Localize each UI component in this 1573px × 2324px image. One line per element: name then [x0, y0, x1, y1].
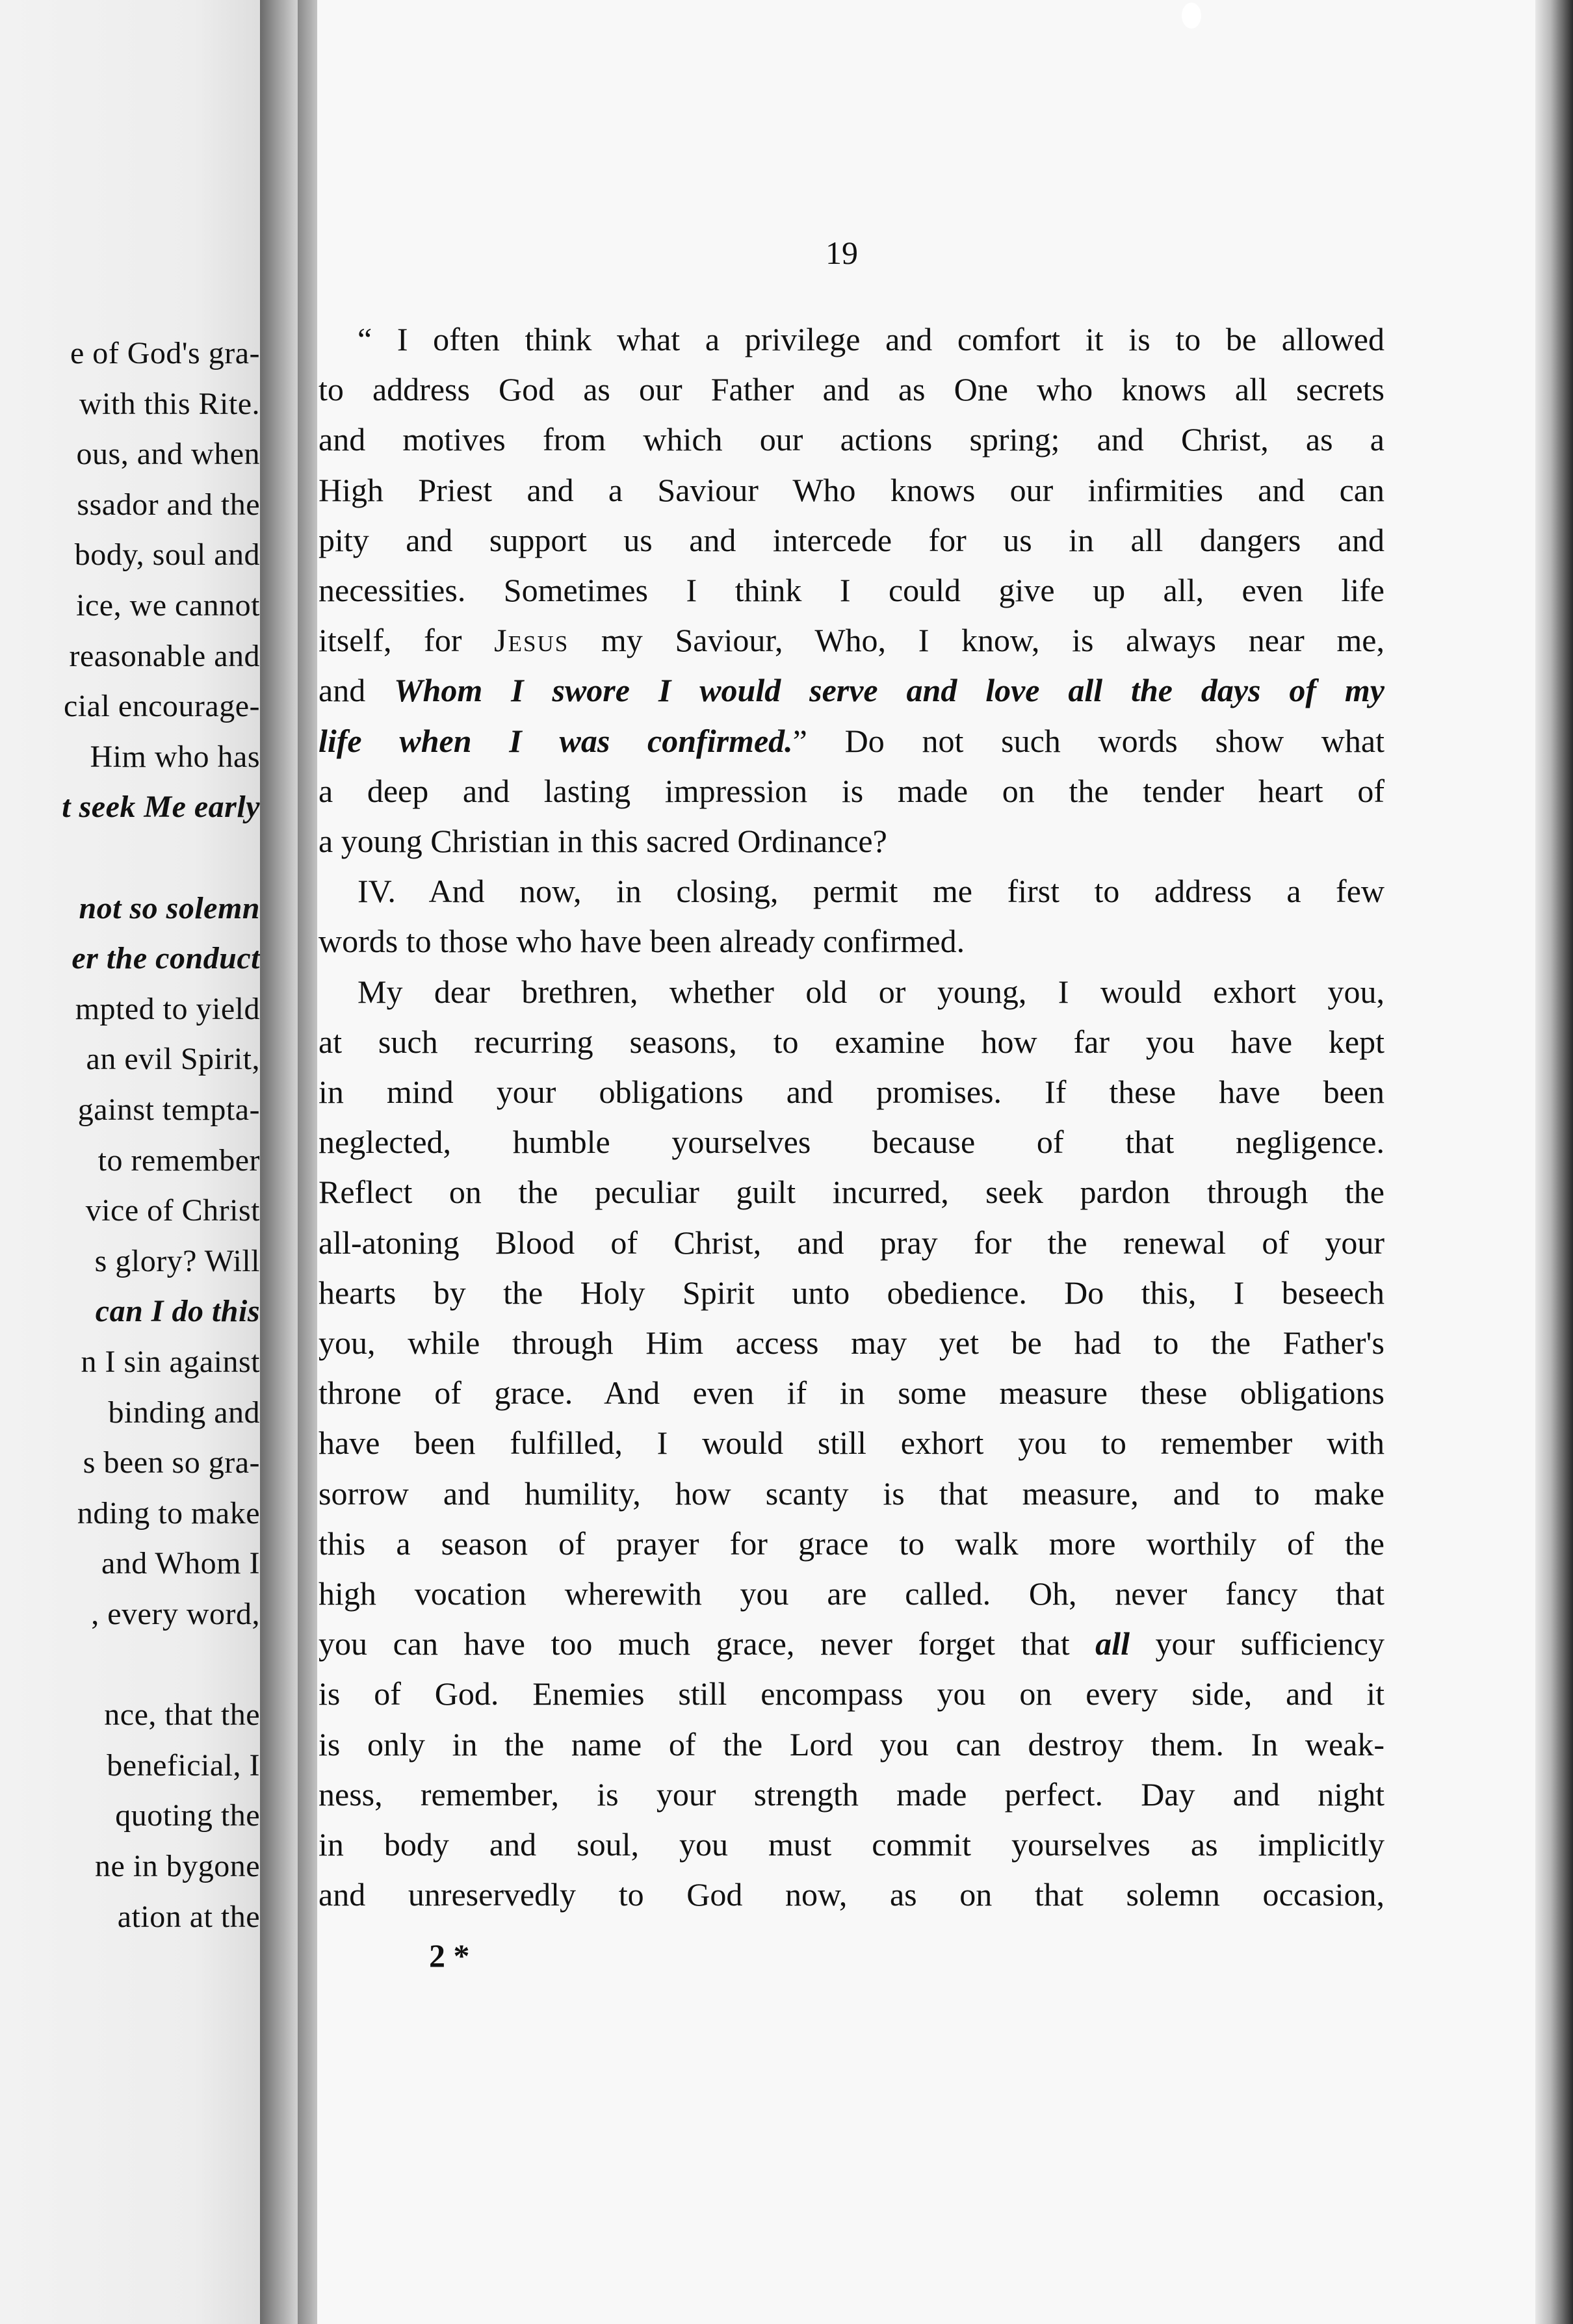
text-line: [318, 721, 1384, 760]
left-page-line: an evil Spirit,: [86, 1042, 260, 1077]
text-segment: you can have too much grace, never forget that: [318, 1625, 1096, 1662]
scan-speck: [1182, 3, 1201, 29]
left-page-line: t seek Me early: [62, 790, 260, 825]
text-segment: ” Do not such words show what: [792, 722, 1384, 759]
text-segment: a young Christian in this sacred Ordinance?: [318, 823, 887, 859]
left-page: [0, 0, 278, 2324]
text-line: [318, 1474, 1384, 1513]
text-segment: My dear brethren, whether old or young, I would exhort you,: [358, 973, 1384, 1010]
page-number: 19: [826, 235, 858, 271]
right-page-edge: [1535, 0, 1573, 2324]
text-line: [318, 1223, 1384, 1262]
text-line: [318, 521, 1384, 560]
left-page-line: quoting the: [115, 1798, 260, 1833]
text-segment: have been fulfilled, I would still exhort you to remember with: [318, 1425, 1384, 1462]
small-caps-text: Jesus: [494, 622, 569, 659]
left-page-line: gainst tempta-: [77, 1092, 260, 1127]
left-page-line: vice of Christ: [85, 1193, 260, 1228]
signature-mark: 2 *: [429, 1937, 470, 1974]
left-page-line: nce, that the: [104, 1698, 260, 1733]
left-page-line: Him who has: [90, 739, 260, 774]
left-page-line: mpted to yield: [75, 991, 260, 1026]
text-segment: “ I often think what a privilege and comfort it is to be allowed: [358, 321, 1384, 357]
text-line: [358, 972, 1384, 1011]
left-page-line: reasonable and: [69, 638, 260, 673]
text-segment: necessities. Sometimes I think I could give up all, even life: [318, 572, 1384, 608]
left-page-line: ssador and the: [77, 487, 260, 522]
left-page-line: to remember: [98, 1143, 260, 1178]
left-page-line: s been so gra-: [83, 1445, 260, 1480]
left-page-line: binding and: [108, 1395, 260, 1430]
italic-text: Whom I swore I would serve and love all the days of my: [394, 672, 1384, 709]
italic-text: life when I was confirmed.: [318, 722, 793, 759]
text-line: [318, 1624, 1384, 1663]
text-segment: throne of grace. And even if in some measure these obligations: [318, 1375, 1384, 1412]
left-page-line: cial encourage-: [64, 689, 260, 724]
text-segment: high vocation wherewith you are called. Oh, never fancy that: [318, 1575, 1384, 1612]
text-line: [358, 320, 1384, 359]
text-segment: at such recurring seasons, to examine how far you have kept: [318, 1023, 1384, 1060]
text-segment: all-atoning Blood of Christ, and pray for the renewal of your: [318, 1224, 1384, 1261]
text-segment: is of God. Enemies still encompass you on every side, and it: [318, 1675, 1384, 1712]
text-line: [318, 1273, 1384, 1312]
left-page-line: s glory? Will: [94, 1243, 260, 1278]
left-page-line: body, soul and: [74, 537, 260, 573]
text-line: [318, 1423, 1384, 1462]
text-line: [318, 1674, 1384, 1713]
text-segment: ness, remember, is your strength made perfect. Day and night: [318, 1775, 1384, 1813]
text-line: [318, 1172, 1384, 1211]
italic-text: all: [1095, 1625, 1130, 1662]
text-line: [318, 1875, 1384, 1914]
text-line: [318, 1725, 1384, 1764]
text-line: [318, 771, 1384, 810]
text-line: [318, 1122, 1384, 1161]
text-segment: Reflect on the peculiar guilt incurred, seek pardon through the: [318, 1174, 1384, 1211]
left-page-line: not so solemn: [79, 890, 260, 925]
text-line: [318, 571, 1384, 610]
left-page-line: ne in bygone: [95, 1849, 260, 1883]
text-segment: hearts by the Holy Spirit unto obedience. Do this, I beseech: [318, 1274, 1384, 1311]
left-page-line: and Whom I: [101, 1546, 260, 1581]
text-segment: your sufficiency: [1129, 1625, 1384, 1662]
text-segment: this a season of prayer for grace to walk more worthily of the: [318, 1525, 1384, 1562]
text-segment: and: [318, 672, 395, 709]
left-page-line: ous, and when: [76, 437, 260, 472]
text-line: [318, 621, 1384, 660]
text-line: [318, 821, 1384, 860]
text-segment: and motives from which our actions spring; and Christ, as a: [318, 421, 1384, 458]
left-page-line: e of God's gra-: [70, 336, 260, 370]
text-line: [318, 922, 1384, 961]
text-line: [318, 1373, 1384, 1412]
left-page-line: n I sin against: [81, 1345, 260, 1379]
text-line: [318, 1825, 1384, 1864]
text-line: [318, 1574, 1384, 1613]
left-page-line: ation at the: [117, 1899, 260, 1934]
left-page-line: with this Rite.: [79, 386, 260, 421]
left-page-line: er the conduct: [72, 941, 260, 976]
text-segment: is only in the name of the Lord you can destroy them. In weak-: [318, 1725, 1384, 1762]
text-segment: High Priest and a Saviour Who knows our infirmities and can: [318, 471, 1384, 508]
left-page-line: nding to make: [77, 1495, 260, 1530]
text-line: [318, 671, 1384, 710]
text-line: [318, 1072, 1384, 1111]
text-segment: you, while through Him access may yet be had to the Father's: [318, 1324, 1384, 1361]
text-line: [318, 1323, 1384, 1362]
text-segment: in body and soul, you must commit yourselves as implicitly: [318, 1826, 1384, 1863]
text-line: [318, 1775, 1384, 1814]
left-page-line: can I do this: [95, 1294, 260, 1329]
left-page-line: , every word,: [91, 1597, 260, 1631]
text-segment: my Saviour, Who, I know, is always near me,: [569, 622, 1385, 659]
text-segment: IV. And now, in closing, permit me first to address a few: [358, 873, 1384, 910]
text-segment: itself, for: [318, 622, 495, 659]
text-segment: neglected, humble yourselves because of that negligence.: [318, 1124, 1384, 1161]
text-line: [318, 471, 1384, 510]
text-segment: pity and support us and intercede for us in all dangers and: [318, 521, 1384, 558]
text-segment: words to those who have been already confirmed.: [318, 923, 965, 960]
text-segment: a deep and lasting impression is made on the tender heart of: [318, 772, 1384, 809]
text-segment: to address God as our Father and as One who knows all secrets: [318, 371, 1384, 408]
left-page-line: beneficial, I: [107, 1748, 260, 1783]
text-segment: in mind your obligations and promises. If these have been: [318, 1074, 1384, 1110]
left-page-line: ice, we cannot: [76, 588, 260, 623]
text-line: [318, 370, 1384, 409]
text-line: [318, 1022, 1384, 1061]
text-segment: and unreservedly to God now, as on that solemn occasion,: [318, 1876, 1384, 1913]
text-line: [318, 420, 1384, 459]
text-segment: sorrow and humility, how scanty is that measure, and to make: [318, 1475, 1384, 1512]
text-line: [318, 1524, 1384, 1563]
gutter-shadow: [298, 0, 317, 2324]
text-line: [358, 872, 1384, 910]
